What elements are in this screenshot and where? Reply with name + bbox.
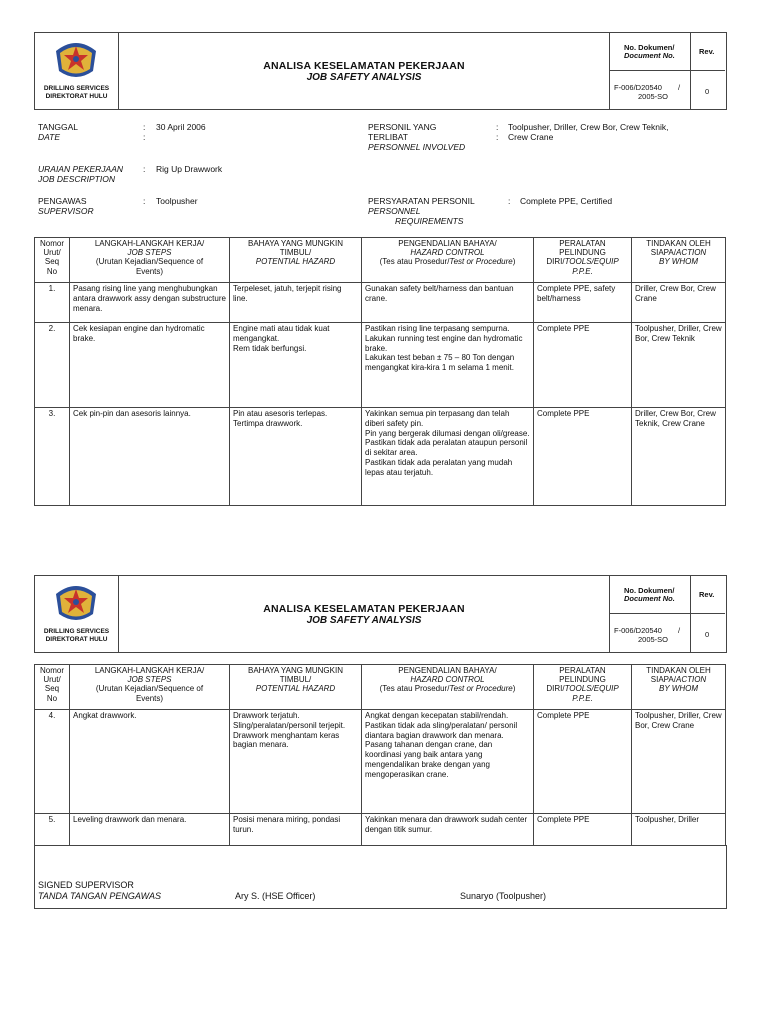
rev-value: 0 bbox=[705, 630, 710, 639]
uraian-label: URAIAN PEKERJAAN bbox=[38, 164, 124, 174]
doc-no-slash: / bbox=[678, 626, 681, 635]
rev-label: Rev. bbox=[699, 590, 715, 599]
ppe: Complete PPE bbox=[534, 814, 632, 846]
doc-no-value: F-006/D20540 bbox=[614, 83, 662, 92]
jsa-table-2 bbox=[34, 664, 726, 846]
pengawas-label: PENGAWAS bbox=[38, 196, 87, 206]
colon: : bbox=[143, 132, 146, 142]
job-step: Cek kesiapan engine dan hydromatic brake. bbox=[70, 323, 230, 408]
signatory-toolpusher: Sunaryo (Toolpusher) bbox=[460, 891, 547, 901]
title-cell bbox=[119, 33, 610, 109]
logo-line2: DIREKTORAT HULU bbox=[45, 636, 108, 643]
ppe: Complete PPE, safety belt/harness bbox=[534, 283, 632, 323]
action-by: Driller, Crew Bor, Crew Teknik, Crew Crane bbox=[632, 408, 726, 506]
document-header-1 bbox=[34, 32, 727, 110]
colon: : bbox=[508, 196, 511, 206]
uraian-value: Rig Up Drawwork bbox=[156, 164, 223, 174]
action-by: Toolpusher, Driller, Crew Bor, Crew Crane bbox=[632, 710, 726, 814]
requirements-label: REQUIREMENTS bbox=[395, 216, 464, 226]
signature-block bbox=[34, 845, 727, 909]
hazard: Engine mati atau tidak kuat mengangkat. Rem tidak berfungsi. bbox=[230, 323, 362, 408]
row-number: 5. bbox=[35, 814, 70, 846]
action-by: Driller, Crew Bor, Crew Crane bbox=[632, 283, 726, 323]
job-description-label: JOB DESCRIPTION bbox=[38, 174, 115, 184]
rev-label: Rev. bbox=[699, 47, 715, 56]
hazard-control: Yakinkan menara dan drawwork sudah center dengan titik sumur. bbox=[362, 814, 534, 846]
personil-value: Toolpusher, Driller, Crew Bor, Crew Teknik, bbox=[508, 122, 669, 132]
colon: : bbox=[143, 164, 146, 174]
table-header-row bbox=[35, 238, 726, 283]
ppe: Complete PPE bbox=[534, 323, 632, 408]
signed-supervisor-label: SIGNED SUPERVISOR bbox=[38, 880, 134, 890]
supervisor-label: SUPERVISOR bbox=[38, 206, 94, 216]
col-header-who: TINDAKAN OLEH SIAPA/ACTION BY WHOM bbox=[632, 238, 726, 283]
ppe: Complete PPE bbox=[534, 710, 632, 814]
col-header-hazard: BAHAYA YANG MUNGKIN TIMBUL/ POTENTIAL HAZARD bbox=[230, 665, 362, 710]
rev-value: 0 bbox=[705, 87, 710, 96]
doc-no-value: F-006/D20540 bbox=[614, 626, 662, 635]
action-by: Toolpusher, Driller, Crew Bor, Crew Teknik bbox=[632, 323, 726, 408]
persyaratan-label: PERSYARATAN PERSONIL bbox=[368, 196, 475, 206]
signatory-hse: Ary S. (HSE Officer) bbox=[235, 891, 316, 901]
table-row bbox=[35, 408, 726, 506]
table-row bbox=[35, 283, 726, 323]
logo-line1: DRILLING SERVICES bbox=[43, 85, 110, 92]
col-header-no: Nomor Urut/ Seq No bbox=[35, 238, 70, 283]
persyaratan-value: Complete PPE, Certified bbox=[520, 196, 613, 206]
personil-label-2: TERLIBAT bbox=[368, 132, 408, 142]
hazard: Pin atau asesoris terlepas. Tertimpa drawwork. bbox=[230, 408, 362, 506]
document-title: ANALISA KESELAMATAN PEKERJAAN bbox=[263, 60, 465, 72]
document-header-2 bbox=[34, 575, 727, 653]
doc-no-label: No. Dokumen/ bbox=[624, 586, 675, 595]
personil-value-2: Crew Crane bbox=[508, 132, 554, 142]
col-header-steps: LANGKAH-LANGKAH KERJA/ JOB STEPS (Urutan Kejadian/Sequence of Events) bbox=[70, 665, 230, 710]
doc-no-value-2: 2005-SO bbox=[638, 92, 669, 101]
doc-no-label-en: Document No. bbox=[624, 51, 675, 60]
company-logo-icon bbox=[53, 580, 99, 624]
table-row bbox=[35, 814, 726, 846]
tanda-tangan-label: TANDA TANGAN PENGAWAS bbox=[38, 891, 162, 901]
doc-no-label: No. Dokumen/ bbox=[624, 43, 675, 52]
job-step: Leveling drawwork dan menara. bbox=[70, 814, 230, 846]
doc-no-label-en: Document No. bbox=[624, 594, 675, 603]
action-by: Toolpusher, Driller bbox=[632, 814, 726, 846]
hazard-control: Angkat dengan kecepatan stabil/rendah. Pastikan tidak ada sling/peralatan/ personil diantara bagian drawwork dan menara. Pasang tahanan dengan crane, dan koordinasi yang baik antara yang mengendalikan brake dengan yang mengoperasikan crane. bbox=[362, 710, 534, 814]
colon: : bbox=[496, 132, 499, 142]
logo-line2: DIREKTORAT HULU bbox=[45, 93, 108, 100]
logo-cell bbox=[35, 576, 119, 652]
col-header-control: PENGENDALIAN BAHAYA/ HAZARD CONTROL (Tes atau Prosedur/Test or Procedure) bbox=[362, 665, 534, 710]
logo-cell bbox=[35, 33, 119, 109]
document-title: ANALISA KESELAMATAN PEKERJAAN bbox=[263, 603, 465, 615]
row-number: 3. bbox=[35, 408, 70, 506]
job-step: Cek pin-pin dan asesoris lainnya. bbox=[70, 408, 230, 506]
hazard: Drawwork terjatuh. Sling/peralatan/personil terjepit. Drawwork menghantam keras bagian menara. bbox=[230, 710, 362, 814]
doc-no-slash: / bbox=[678, 83, 681, 92]
colon: : bbox=[143, 122, 146, 132]
table-header-row bbox=[35, 665, 726, 710]
date-label: DATE bbox=[38, 132, 61, 142]
document-title-en: JOB SAFETY ANALYSIS bbox=[306, 72, 422, 83]
col-header-who: TINDAKAN OLEH SIAPA/ACTION BY WHOM bbox=[632, 665, 726, 710]
col-header-hazard: BAHAYA YANG MUNGKIN TIMBUL/ POTENTIAL HAZARD bbox=[230, 238, 362, 283]
tanggal-label: TANGGAL bbox=[38, 122, 78, 132]
table-row bbox=[35, 710, 726, 814]
hazard: Terpeleset, jatuh, terjepit rising line. bbox=[230, 283, 362, 323]
pengawas-value: Toolpusher bbox=[156, 196, 198, 206]
personnel-label: PERSONNEL bbox=[368, 206, 421, 216]
col-header-no: Nomor Urut/ Seq No bbox=[35, 665, 70, 710]
col-header-ppe: PERALATAN PELINDUNG DIRI/TOOLS/EQUIP P.P.E. bbox=[534, 665, 632, 710]
row-number: 1. bbox=[35, 283, 70, 323]
document-number-cell bbox=[610, 33, 725, 109]
hazard-control: Pastikan rising line terpasang sempurna. Lakukan running test engine dan hydromatic brake. Lakukan test beban ± 75 – 80 Ton dengan mengangkat kira-kira 1 m selama 1 menit. bbox=[362, 323, 534, 408]
col-header-steps: LANGKAH-LANGKAH KERJA/ JOB STEPS (Urutan Kejadian/Sequence of Events) bbox=[70, 238, 230, 283]
row-number: 4. bbox=[35, 710, 70, 814]
table-row bbox=[35, 323, 726, 408]
hazard: Posisi menara miring, pondasi turun. bbox=[230, 814, 362, 846]
tanggal-value: 30 April 2006 bbox=[156, 122, 206, 132]
job-step: Pasang rising line yang menghubungkan antara drawwork assy dengan substructure menara. bbox=[70, 283, 230, 323]
ppe: Complete PPE bbox=[534, 408, 632, 506]
doc-no-value-2: 2005-SO bbox=[638, 635, 669, 644]
personnel-involved-label: PERSONNEL INVOLVED bbox=[368, 142, 466, 152]
company-logo-icon bbox=[53, 37, 99, 81]
hazard-control: Gunakan safety belt/harness dan bantuan crane. bbox=[362, 283, 534, 323]
document-number-cell bbox=[610, 576, 725, 652]
logo-line1: DRILLING SERVICES bbox=[43, 628, 110, 635]
hazard-control: Yakinkan semua pin terpasang dan telah diberi safety pin. Pin yang bergerak dilumasi dengan oli/grease. Pastikan tidak ada peralatan ataupun personil di sekitar area. Pastikan tidak ada peralatan yang mudah lepas atau terjatuh. bbox=[362, 408, 534, 506]
col-header-ppe: PERALATAN PELINDUNG DIRI/TOOLS/EQUIP P.P.E. bbox=[534, 238, 632, 283]
colon: : bbox=[496, 122, 499, 132]
document-title-en: JOB SAFETY ANALYSIS bbox=[306, 615, 422, 626]
title-cell bbox=[119, 576, 610, 652]
col-header-control: PENGENDALIAN BAHAYA/ HAZARD CONTROL (Tes atau Prosedur/Test or Procedure) bbox=[362, 238, 534, 283]
personil-label: PERSONIL YANG bbox=[368, 122, 437, 132]
row-number: 2. bbox=[35, 323, 70, 408]
colon: : bbox=[143, 196, 146, 206]
jsa-table-1 bbox=[34, 237, 726, 506]
job-step: Angkat drawwork. bbox=[70, 710, 230, 814]
